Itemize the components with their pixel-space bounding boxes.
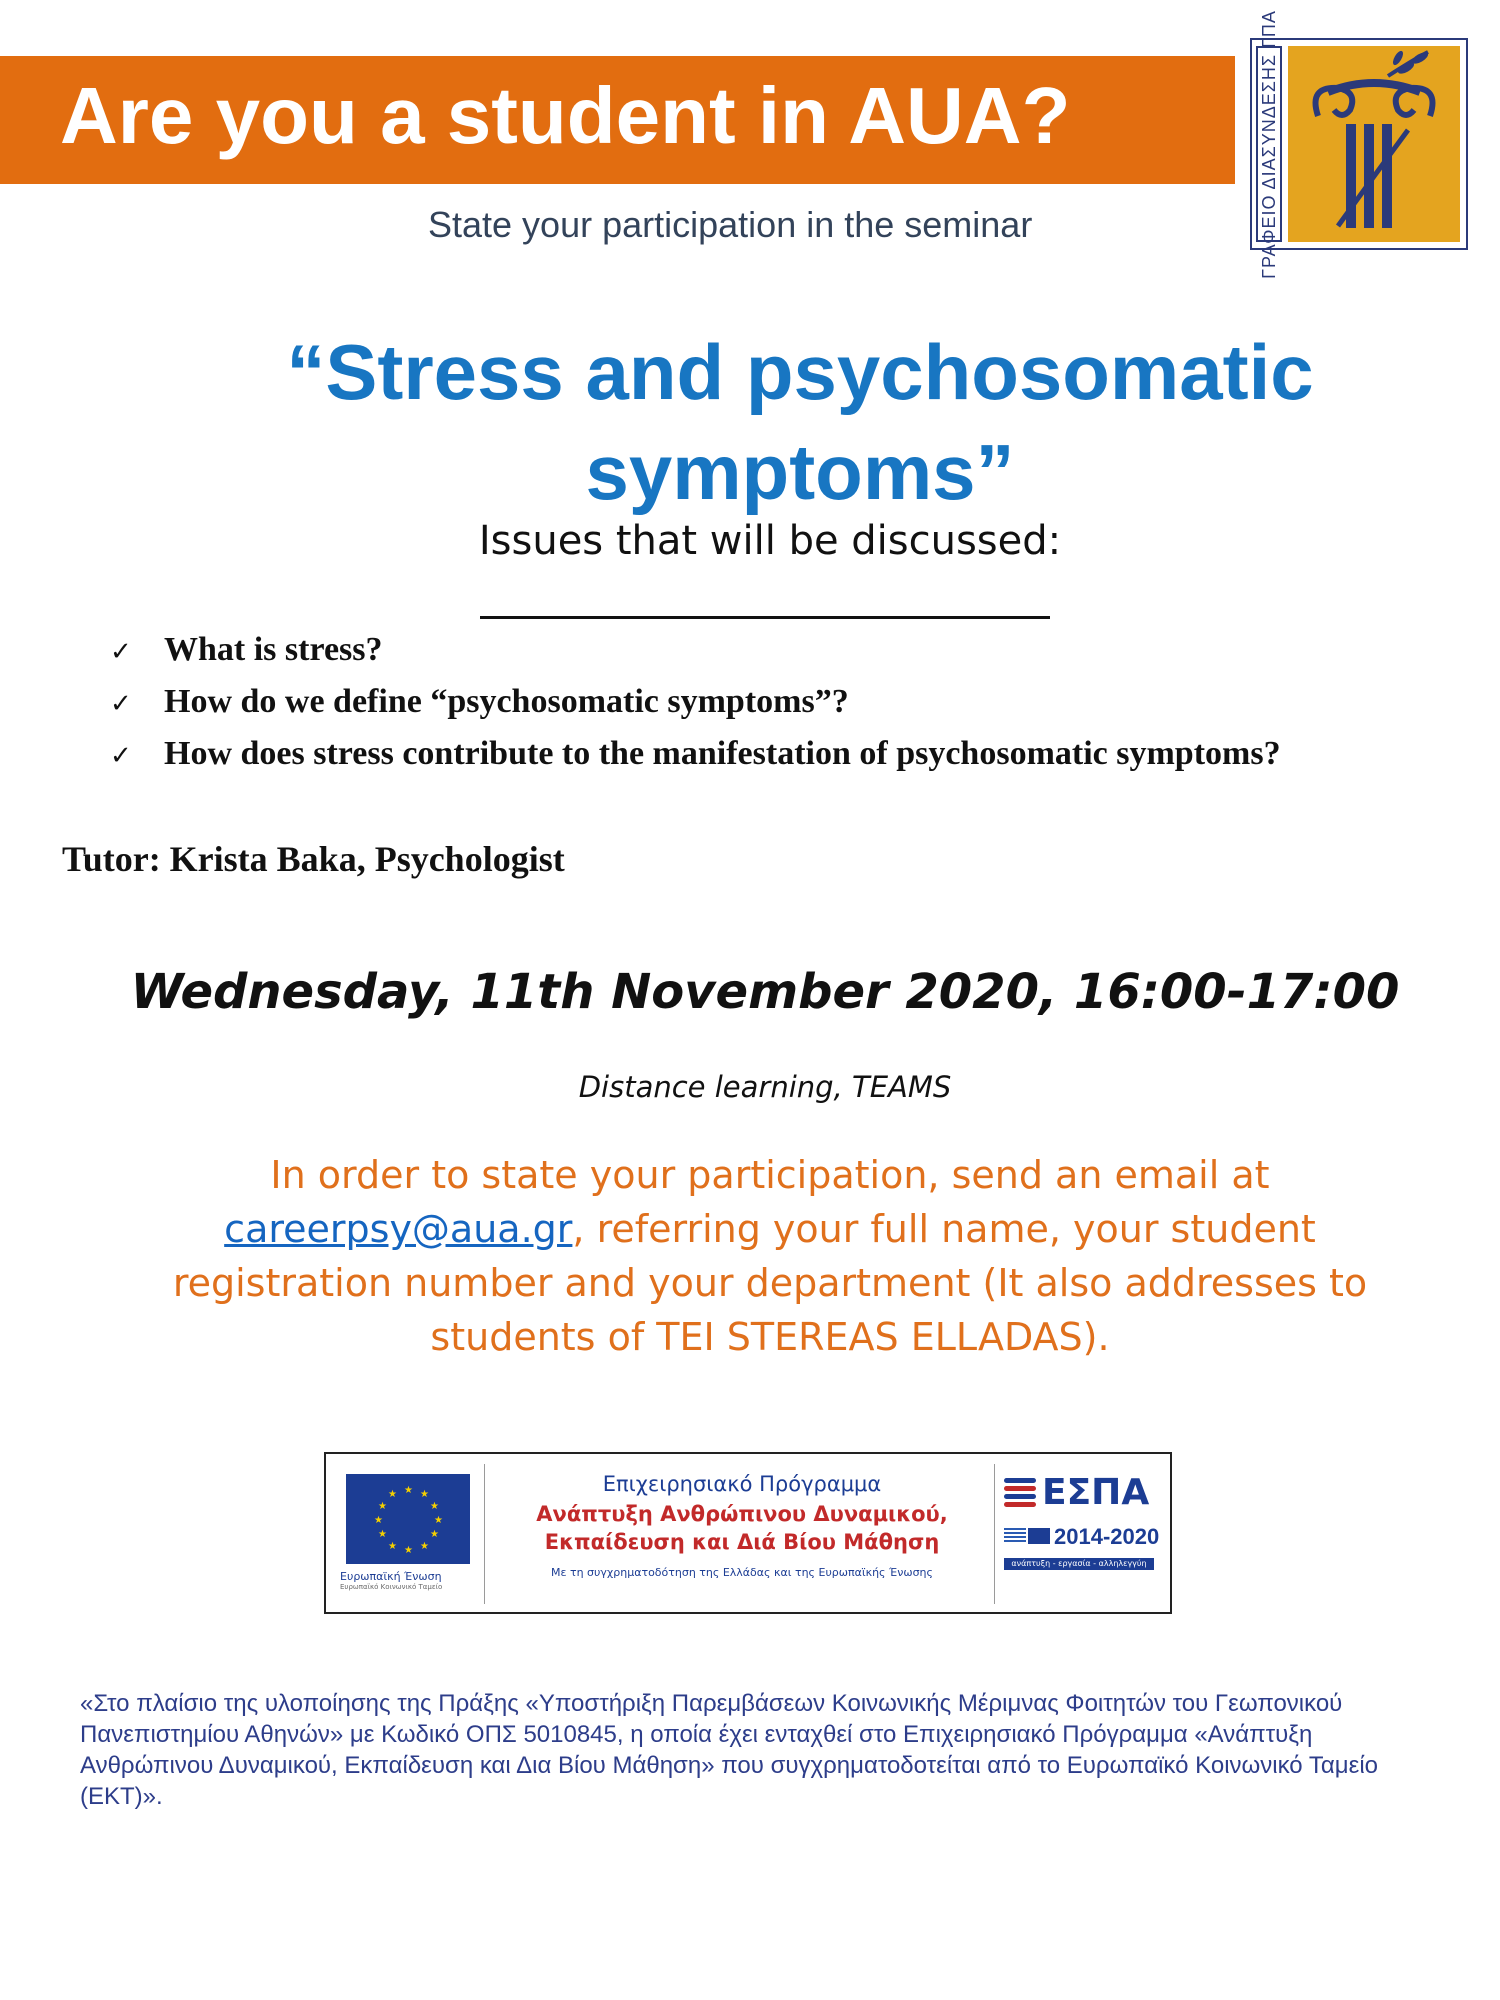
list-item (110, 676, 1281, 728)
issues-list (110, 624, 1281, 780)
star-icon: ★ (420, 1489, 429, 1500)
star-icon: ★ (434, 1515, 443, 1526)
star-icon: ★ (374, 1515, 383, 1526)
op-name-line2: Εκπαίδευση και Διά Βίου Μάθηση (544, 1530, 940, 1554)
email-link[interactable]: careerpsy@aua.gr (224, 1207, 573, 1251)
seminar-title-line2: symptoms” (585, 428, 1015, 516)
heading-underline (480, 616, 1050, 619)
star-icon: ★ (378, 1501, 387, 1512)
check-icon: ✓ (110, 741, 132, 771)
instructions-text-after: , referring your full name, your student registration number and your department (It also addresses to students of TEI STEREAS ELLADAS). (172, 1207, 1368, 1359)
issue-text: How does stress contribute to the manifestation of psychosomatic symptoms? (164, 735, 1281, 772)
list-item (110, 624, 1281, 676)
seminar-mode: Distance learning, TEAMS (578, 1070, 952, 1104)
funding-banner (324, 1452, 1172, 1614)
logo-square (1288, 46, 1460, 242)
funding-footnote: «Στο πλαίσιο της υλοποίησης της Πράξης «Υποστήριξη Παρεμβάσεων Κοινωνικής Μέριμνας Φοιτητών του Γεωπονικού Πανεπιστημίου Αθηνών» με Κωδικό ΟΠΣ 5010845, η οποία έχει ενταχθεί στο Επιχειρησιακό Πρόγραμμα «Ανάπτυξη Ανθρώπινου Δυναμικού, Εκπαίδευση και Δια Βίου Μάθηση» που συγχρηματοδοτείται από το Ευρωπαϊκό Κοινωνικό Ταμείο (ΕΚΤ)». (80, 1690, 1378, 1810)
eu-flag-icon (346, 1474, 470, 1564)
star-icon: ★ (378, 1529, 387, 1540)
logo-side-text: ΓΡΑΦΕΙΟ ΔΙΑΣΥΝΔΕΣΗΣ ΓΠΑ (1258, 9, 1279, 279)
list-item (110, 728, 1281, 780)
header-subtitle: State your participation in the seminar (428, 204, 1033, 245)
eu-sublabel: Ευρωπαϊκό Κοινωνικό Ταμείο (340, 1583, 443, 1591)
eu-flag-small-icon (1028, 1528, 1050, 1544)
seminar-title (170, 322, 1430, 522)
star-icon: ★ (430, 1529, 439, 1540)
check-icon: ✓ (110, 689, 132, 719)
op-title: Επιχειρησιακό Πρόγραμμα (602, 1472, 882, 1496)
espa-years-row (1004, 1524, 1160, 1552)
cofunding-text: Με τη συγχρηματοδότηση της Ελλάδας και της Ευρωπαϊκής Ένωσης (551, 1566, 933, 1579)
star-icon: ★ (430, 1501, 439, 1512)
espa-stripes-icon (1004, 1478, 1036, 1508)
star-icon: ★ (404, 1545, 413, 1556)
op-name (496, 1500, 988, 1556)
header-title: Are you a student in AUA? (60, 71, 1071, 160)
issues-heading: Issues that will be discussed: (478, 518, 1062, 564)
tutor-line: Tutor: Krista Baka, Psychologist (62, 839, 565, 879)
star-icon: ★ (404, 1485, 413, 1496)
operational-programme (496, 1472, 988, 1579)
espa-years: 2014-2020 (1054, 1524, 1160, 1549)
instructions-text-before: In order to state your participation, send an email at (270, 1153, 1270, 1197)
liaison-office-logo (1250, 9, 1468, 279)
issue-text: How do we define “psychosomatic symptoms”? (164, 683, 849, 720)
seminar-date: Wednesday, 11th November 2020, 16:00-17:00 (130, 964, 1400, 1020)
check-icon: ✓ (110, 637, 132, 667)
ionic-column-laurel-icon (1288, 46, 1460, 242)
issue-text: What is stress? (164, 631, 383, 668)
espa-title: ΕΣΠΑ (1042, 1472, 1150, 1513)
star-icon: ★ (388, 1541, 397, 1552)
eu-label: Ευρωπαϊκή Ένωση (340, 1570, 442, 1583)
seminar-title-line1: “Stress and psychosomatic (286, 328, 1314, 416)
star-icon: ★ (388, 1489, 397, 1500)
op-name-line1: Ανάπτυξη Ανθρώπινου Δυναμικού, (536, 1502, 948, 1526)
participation-instructions (150, 1148, 1390, 1364)
espa-tagline: ανάπτυξη - εργασία - αλληλεγγύη (1004, 1558, 1154, 1570)
banner-divider (484, 1464, 485, 1604)
banner-divider (994, 1464, 995, 1604)
eu-caption (340, 1570, 476, 1591)
logo-side-label (1256, 9, 1282, 279)
star-icon: ★ (420, 1541, 429, 1552)
greek-flag-icon (1004, 1528, 1026, 1544)
